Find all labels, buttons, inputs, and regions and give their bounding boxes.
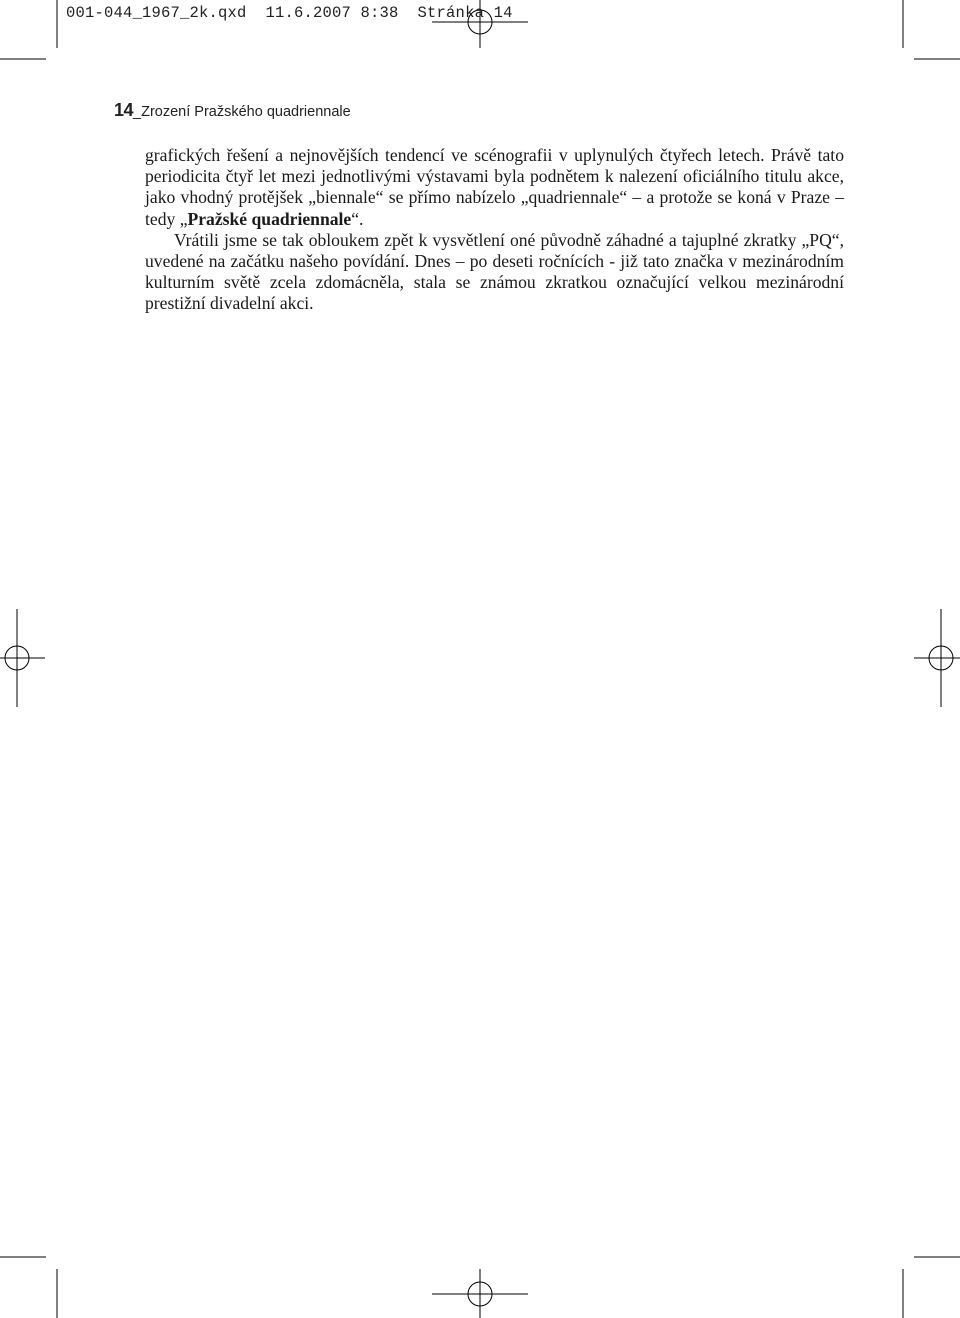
chapter-title: _Zrození Pražského quadriennale (133, 104, 351, 120)
paragraph-1-text: grafických řešení a nejnovějších tendencí ve scénografii v uplynulých čtyřech letech. Právě tato periodicita čtyř let mezi jednotlivými výstavami byla podnětem k nalezení oficiálního titulu akce, jako vhodný protějšek „biennale“ se přímo nabízelo „quadriennale“ – a protože se koná v Praze – tedy „ (145, 145, 844, 229)
registration-mark-bottom (432, 1269, 528, 1318)
registration-mark-left (0, 609, 45, 707)
paragraph-1 (145, 145, 844, 230)
body-text (145, 145, 844, 315)
print-slug: 001-044_1967_2k.qxd 11.6.2007 8:38 Stránka 14 (66, 4, 513, 22)
running-head (114, 100, 351, 121)
registration-mark-right (914, 609, 960, 707)
bold-term: Pražské quadriennale (187, 208, 352, 229)
page-number: 14 (114, 100, 134, 120)
paragraph-2: Vrátili jsme se tak obloukem zpět k vysvětlení oné původně záhadné a tajuplné zkratky „PQ“, uvedené na začátku našeho povídání. Dnes – po deseti ročnících - již tato značka v mezinárodním kulturním světě zcela zdomácněla, stala se známou zkratkou označující velkou mezinárodní prestižní divadelní akci. (145, 229, 844, 314)
paragraph-1-end: “. (351, 208, 364, 229)
